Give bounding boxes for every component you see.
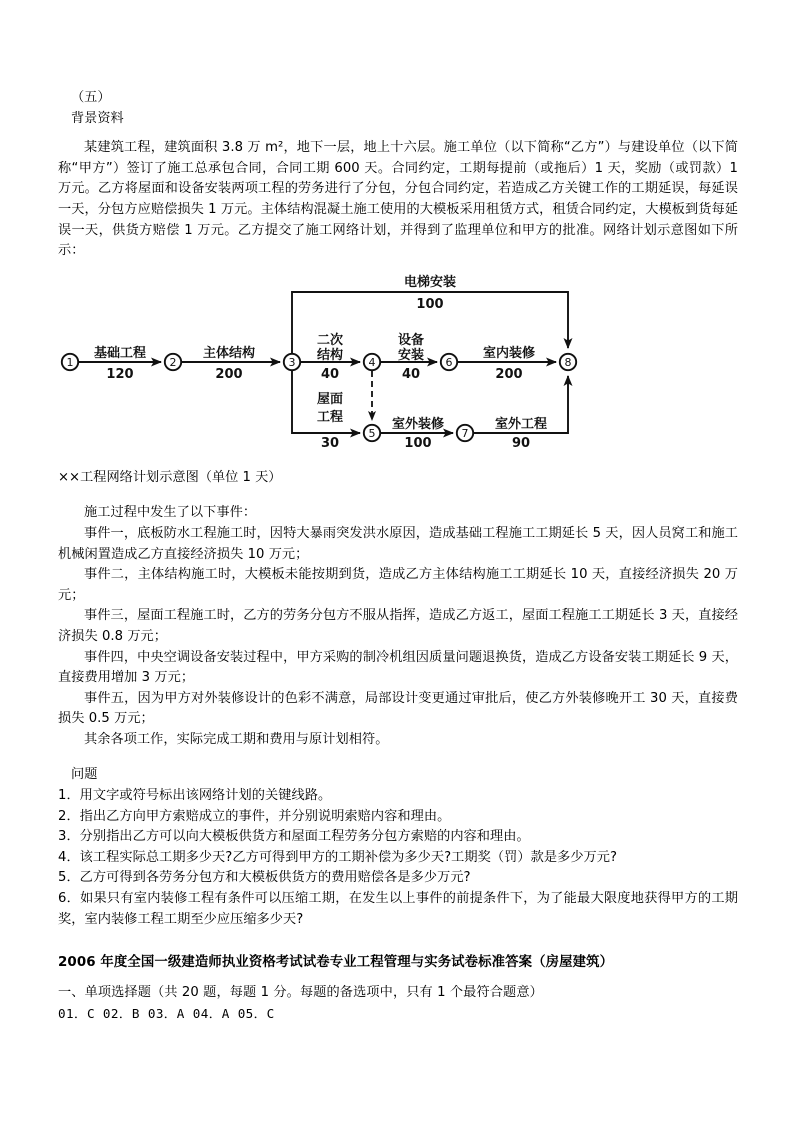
activity-name-foundation: 基础工程 — [93, 345, 147, 361]
question-4: 4．该工程实际总工期多少天?乙方可得到甲方的工期补偿为多少天?工期奖（罚）款是多少万元? — [58, 849, 618, 865]
diagram-caption: ××工程网络计划示意图（单位 1 天） — [58, 469, 282, 485]
node-4-label: 4 — [368, 355, 376, 369]
activity-name-elevator: 电梯安装 — [403, 274, 457, 290]
event-4: 事件四，中央空调设备安装过程中，甲方采购的制冷机组因质量问题退换货，造成乙方设备安装工期延长 9 天，直接费用增加 3 万元； — [58, 649, 738, 686]
duration-elevator: 100 — [416, 296, 444, 312]
event-5: 事件五，因为甲方对外装修设计的色彩不满意，局部设计变更通过审批后，使乙方外装修晚开工 30 天，直接费损失 0.5 万元； — [58, 690, 738, 727]
background-paragraph: 某建筑工程，建筑面积 3.8 万 m²，地下一层，地上十六层。施工单位（以下简称“乙方”）与建设单位（以下简称“甲方”）签订了施工总承包合同，合同工期 600 天。合同约定，工期每提前（或拖后）1 天，奖励（或罚款）1 万元。乙方将屋面和设备安装两项工程的劳务进行了分包，分包合同约定，若造成乙方关键工作的工期延误，每延误一天，分包方应赔偿损失 1 万元。主体结构混凝土施工使用的大模板采用租赁方式，租赁合同约定，大模板到货每延误一天，供货方赔偿 1 万元。乙方提交了施工网络计划，并得到了监理单位和甲方的批准。网络计划示意图如下所示： — [58, 140, 738, 259]
activity-name-roof-1: 屋面 — [316, 391, 344, 407]
activity-name-ext-works: 室外工程 — [494, 416, 548, 432]
node-1-label: 1 — [66, 355, 74, 369]
node-6-label: 6 — [445, 355, 453, 369]
activity-name-interior: 室内装修 — [482, 345, 536, 361]
activity-name-roof-2: 工程 — [316, 409, 344, 425]
question-2: 2．指出乙方向甲方索赔成立的事件，并分别说明索赔内容和理由。 — [58, 808, 451, 824]
duration-ext-works: 90 — [511, 435, 531, 451]
event-1: 事件一，底板防水工程施工时，因特大暴雨突发洪水原因，造成基础工程施工工期延长 5 天，因人员窝工和施工机械闲置造成乙方直接经济损失 10 万元； — [58, 525, 738, 562]
activity-name-equipment-2: 安装 — [397, 347, 425, 363]
question-1: 1．用文字或符号标出该网络计划的关键线路。 — [58, 788, 332, 804]
duration-ext-decor: 100 — [404, 435, 432, 451]
network-plan-diagram — [30, 270, 710, 468]
activity-name-secondary-2: 结构 — [316, 347, 344, 363]
activity-name-equipment-1: 设备 — [397, 332, 425, 348]
duration-interior: 200 — [495, 366, 523, 382]
answer-sheet-heading: 2006 年度全国一级建造师执业资格考试试卷专业工程管理与实务试卷标准答案（房屋建筑） — [58, 955, 614, 971]
event-other: 其余各项工作，实际完成工期和费用与原计划相符。 — [84, 731, 389, 747]
answer-line-1: 01．C 02．B 03．A 04．A 05．C — [58, 1005, 275, 1021]
duration-foundation: 120 — [106, 366, 134, 382]
question-5: 5．乙方可得到各劳务分包方和大模板供货方的费用赔偿各是多少万元? — [58, 870, 471, 886]
node-7-label: 7 — [461, 426, 469, 440]
event-2: 事件二，主体结构施工时，大模板未能按期到货，造成乙方主体结构施工工期延长 10 天，直接经济损失 20 万元； — [58, 567, 738, 603]
node-5-label: 5 — [368, 426, 376, 440]
question-6: 6．如果只有室内装修工程有条件可以压缩工期，在发生以上事件的前提条件下，为了能最大限度地获得甲方的工期奖，室内装修工程工期至少应压缩多少天? — [58, 891, 738, 927]
questions-block — [58, 765, 738, 930]
event-3: 事件三，屋面工程施工时，乙方的劳务分包方不服从指挥，造成乙方返工，屋面工程施工工期延长 3 天，直接经济损失 0.8 万元； — [58, 608, 738, 644]
section-heading: 背景资料 — [71, 110, 124, 126]
node-8-label: 8 — [564, 355, 572, 369]
document-body — [58, 88, 738, 1024]
question-3: 3．分别指出乙方可以向大模板供货方和屋面工程劳务分包方索赔的内容和理由。 — [58, 829, 530, 845]
questions-heading: 问题 — [71, 767, 98, 783]
activity-name-secondary-1: 二次 — [316, 332, 344, 348]
activity-name-ext-decor: 室外装修 — [391, 416, 445, 432]
duration-secondary: 40 — [320, 366, 340, 382]
duration-equipment: 40 — [401, 366, 421, 382]
duration-roof: 30 — [320, 435, 340, 451]
node-3-label: 3 — [288, 355, 296, 369]
activity-name-main-structure: 主体结构 — [202, 345, 256, 361]
duration-main-structure: 200 — [215, 366, 243, 382]
events-intro: 施工过程中发生了以下事件： — [84, 505, 257, 521]
answer-section-title: 一、单项选择题（共 20 题，每题 1 分。每题的备选项中，只有 1 个最符合题意） — [58, 985, 543, 1001]
section-number: （五） — [71, 90, 111, 105]
node-2-label: 2 — [169, 355, 177, 369]
